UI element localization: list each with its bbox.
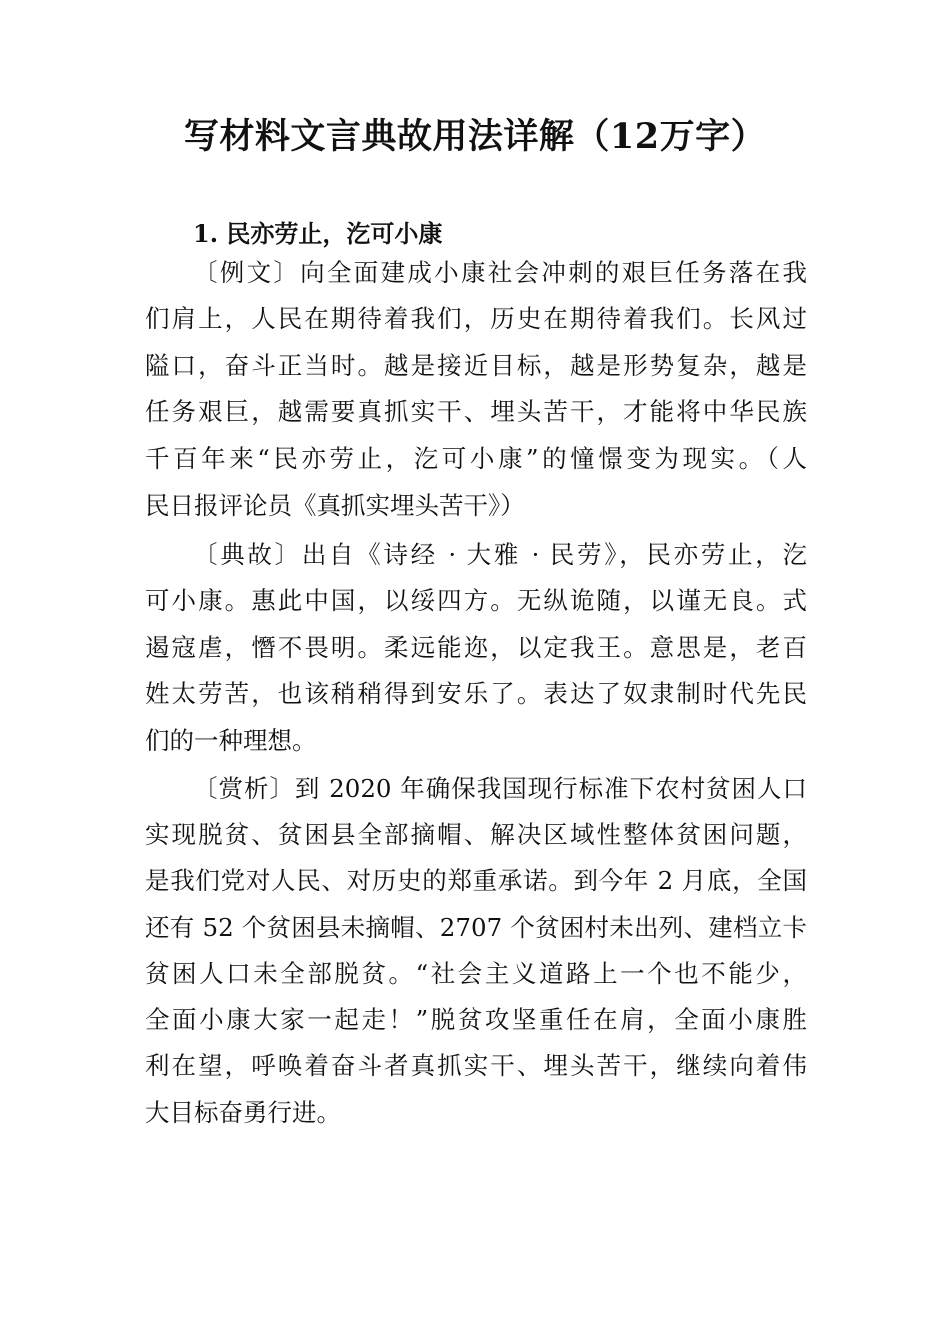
- analysis-line-1: 〔赏析〕到 2020 年确保我国现行标准下农村贫困人口: [193, 774, 807, 803]
- example-line-6: 民日报评论员《真抓实埋头苦干》）: [145, 491, 525, 520]
- section-heading: 1. 民亦劳止，汔可小康: [193, 219, 443, 248]
- analysis-line-6: 全面小康大家一起走！”脱贫攻坚重任在肩，全面小康胜: [145, 1005, 807, 1034]
- analysis-line-3: 是我们党对人民、对历史的郑重承诺。到今年 2 月底，全国: [145, 866, 807, 895]
- analysis-line-4: 还有 52 个贫困县未摘帽、2707 个贫困村未出列、建档立卡: [145, 913, 807, 942]
- allusion-line-3: 遏寇虐，憯不畏明。柔远能迩，以定我王。意思是，老百: [145, 633, 807, 662]
- allusion-line-2: 可小康。惠此中国，以绥四方。无纵诡随，以谨无良。式: [145, 586, 807, 615]
- example-line-5: 千百年来“民亦劳止，汔可小康”的憧憬变为现实。（人: [145, 444, 807, 473]
- document-title: 写材料文言典故用法详解（12万字）: [183, 116, 767, 157]
- analysis-line-2: 实现脱贫、贫困县全部摘帽、解决区域性整体贫困问题，: [145, 820, 807, 849]
- allusion-line-1: 〔典故〕出自《诗经 · 大雅 · 民劳》，民亦劳止，汔: [193, 540, 807, 569]
- allusion-line-5: 们的一种理想。: [145, 726, 317, 755]
- allusion-line-4: 姓太劳苦，也该稍稍得到安乐了。表达了奴隶制时代先民: [145, 679, 807, 708]
- analysis-line-7: 利在望，呼唤着奋斗者真抓实干、埋头苦干，继续向着伟: [145, 1051, 807, 1080]
- analysis-line-5: 贫困人口未全部脱贫。“社会主义道路上一个也不能少，: [145, 959, 807, 988]
- analysis-line-8: 大目标奋勇行进。: [145, 1098, 341, 1127]
- example-line-4: 任务艰巨，越需要真抓实干、埋头苦干，才能将中华民族: [145, 397, 807, 426]
- example-line-3: 隘口，奋斗正当时。越是接近目标，越是形势复杂，越是: [145, 351, 807, 380]
- example-line-2: 们肩上，人民在期待着我们，历史在期待着我们。长风过: [145, 304, 807, 333]
- example-line-1: 〔例文〕向全面建成小康社会冲刺的艰巨任务落在我: [193, 258, 807, 287]
